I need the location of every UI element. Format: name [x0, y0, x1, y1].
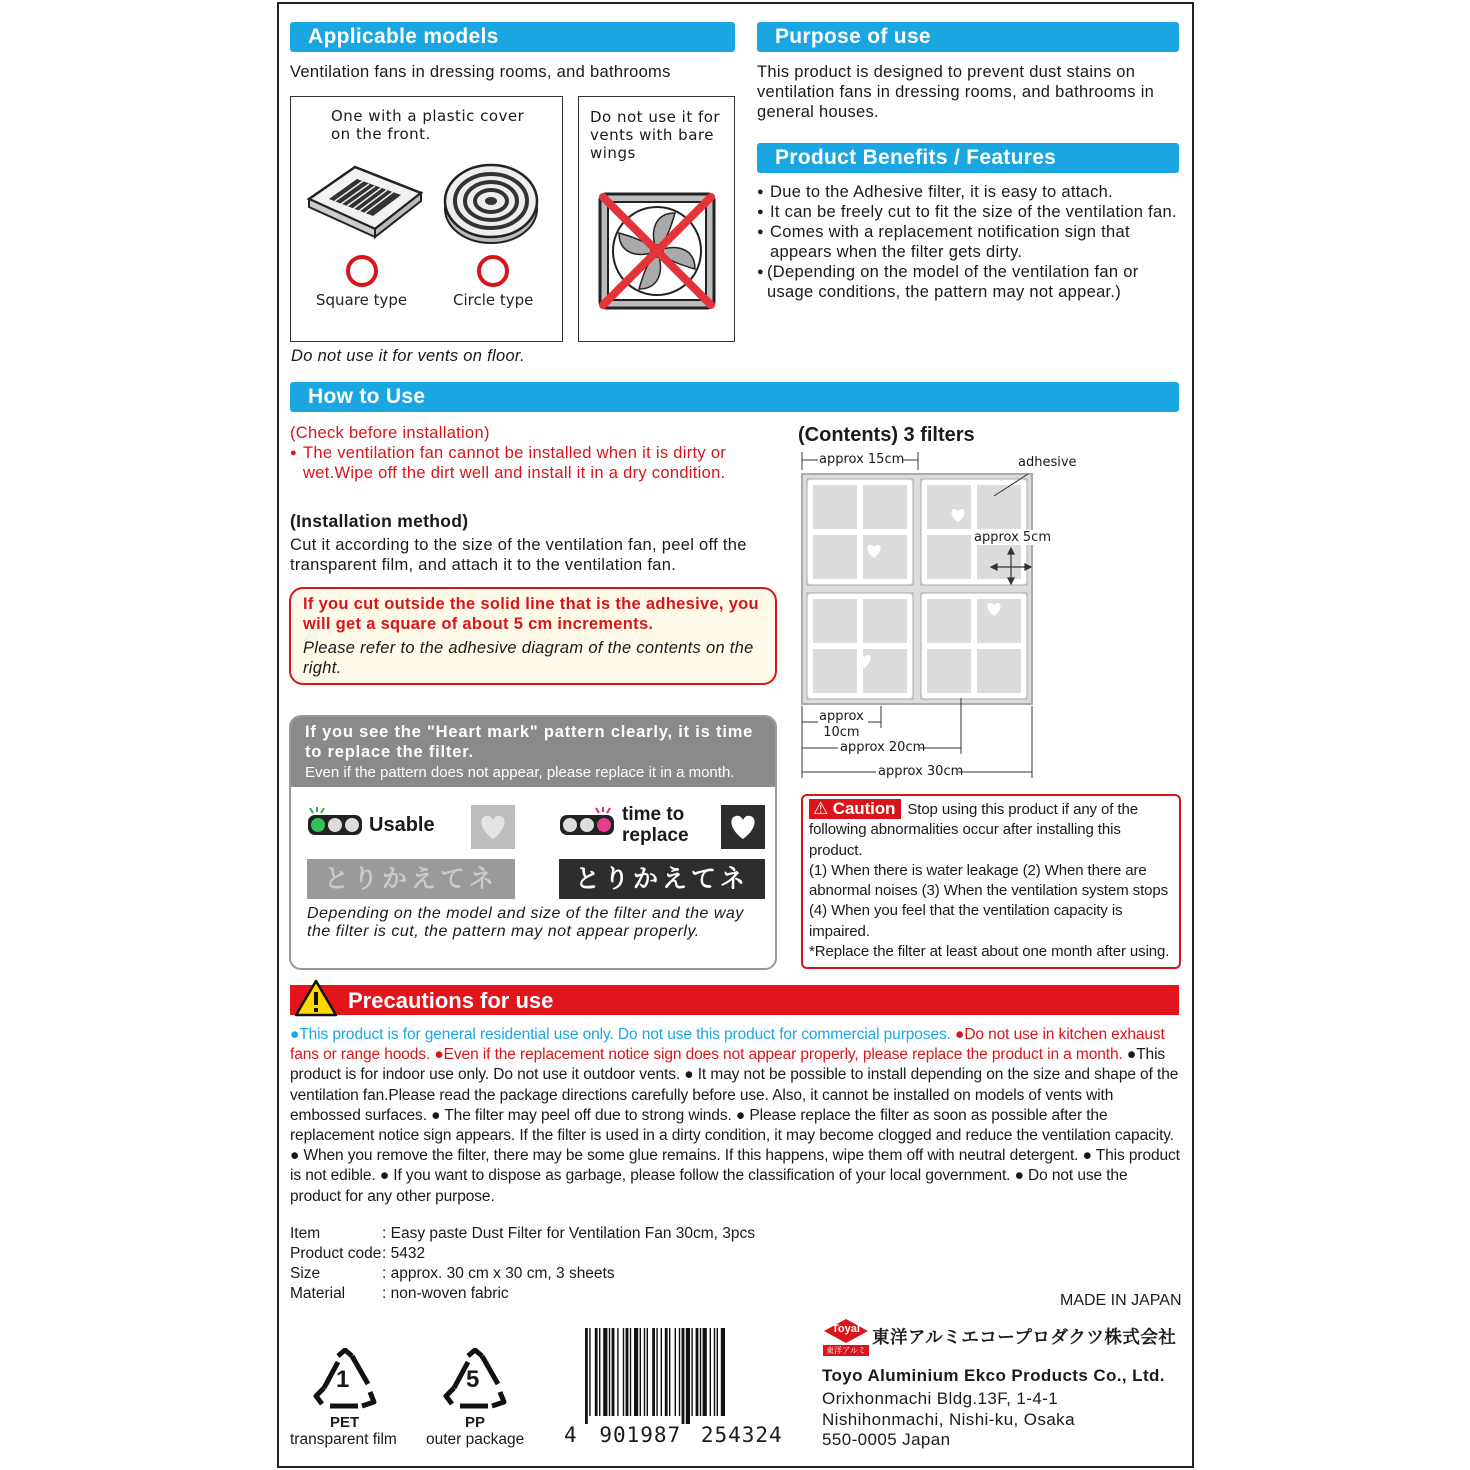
company-japanese-name: 東洋アルミエコープロダクツ株式会社 [872, 1327, 1177, 1347]
pet-code: PET [330, 1414, 360, 1431]
pp-desc: outer package [426, 1431, 525, 1448]
precaution-kitchen: Do not use in kitchen exhaust fans or range hoods. [290, 1026, 1165, 1064]
heart-icon [721, 805, 765, 849]
spec-row [290, 1244, 755, 1264]
precaution-commercial: This product is for general residential use only. Do not use this product for commercial purposes. [299, 1026, 951, 1043]
applicable-models-header: Applicable models [290, 22, 735, 52]
square-fan-icon [305, 159, 425, 245]
barcode-digits [564, 1423, 783, 1447]
heart-mark-bold: If you see the "Heart mark" pattern clearly, it is time to replace the filter. [305, 723, 754, 761]
barcode-right-digits: 254324 [700, 1423, 783, 1447]
cut-tip-italic: Please refer to the adhesive diagram of the contents on the right. [303, 639, 754, 677]
barcode-bar [652, 1328, 655, 1416]
barcode-bar [595, 1328, 598, 1416]
barcode-bar [589, 1328, 590, 1416]
installation-heading: (Installation method) [290, 511, 469, 531]
bare-wing-fan-prohibited-icon [597, 191, 717, 311]
precaution-black-bullet: ● [1126, 1046, 1137, 1064]
plastic-cover-caption: One with a plastic cover on the front. [331, 107, 525, 143]
dim-10cm-label [819, 709, 864, 741]
company-name: Toyo Aluminium Ekco Products Co., Ltd. [822, 1366, 1165, 1385]
bare-wings-caption: Do not use it for vents with bare wings [590, 108, 721, 162]
benefit-item: ● Comes with a replacement notification sign that appears when the filter gets dirty. [757, 222, 1180, 262]
replace-label [622, 804, 689, 846]
address-line: Nishihonmachi, Nishi-ku, Osaka [822, 1409, 1075, 1429]
precautions-text [290, 1025, 1180, 1207]
company-address [822, 1389, 1075, 1451]
barcode-bar [661, 1328, 662, 1416]
dim-30cm-label: approx 30cm [878, 764, 964, 779]
barcode-bar [585, 1328, 588, 1424]
caution-badge [809, 799, 901, 819]
how-to-use-header: How to Use [290, 382, 1179, 412]
dim-20cm-label: approx 20cm [840, 740, 926, 755]
caution-lead: Stop using this product if any of the following abnormalities occur after installing this product. [809, 801, 1138, 859]
barcode-bar [691, 1328, 692, 1416]
address-line: 550-0005 Japan [822, 1430, 951, 1449]
address-line: Orixhonmachi Bldg.13F, 1-4-1 [822, 1389, 1059, 1408]
barcode-bar [714, 1328, 715, 1416]
spec-key: Material [290, 1285, 346, 1302]
floor-vent-note: Do not use it for vents on floor. [291, 347, 525, 365]
made-in-japan: MADE IN JAPAN [1060, 1292, 1182, 1309]
spec-value: : non-woven fabric [382, 1285, 509, 1302]
caution-items: (1) When there is water leakage (2) When there are abnormal noises (3) When the ventilation system stops (4) When you feel that the ventilation capacity is impaired. [809, 861, 1169, 940]
installation-text: Cut it according to the size of the ventilation fan, peel off the transparent film, and attach it to the ventilation fan. [290, 536, 747, 574]
barcode-bar [721, 1328, 725, 1416]
check-before-list [290, 443, 780, 483]
precaution-blue-bullet: ● [290, 1026, 300, 1043]
barcode-bar [634, 1328, 638, 1416]
warning-triangle-icon [294, 979, 338, 1017]
barcode-bar [717, 1328, 718, 1416]
usable-indicator-icon [307, 807, 363, 837]
benefits-header: Product Benefits / Features [757, 143, 1179, 173]
barcode-bar [656, 1328, 657, 1416]
barcode-bar [703, 1328, 707, 1416]
spec-table [290, 1224, 755, 1304]
replace-indicator-icon [559, 807, 615, 837]
caution-warning-icon: ⚠ [813, 799, 829, 818]
contents-title: (Contents) 3 filters [798, 424, 975, 446]
precaution-red-bullet: ● [434, 1046, 444, 1064]
toyal-logo-text: Toyal [832, 1323, 860, 1335]
precaution-general: This product is for indoor use only. Do not use it outdoor vents. ● It may not be possible to install depending on the size and shape of the ventilation fan.Please read the package directions carefully before use. Also, it cannot be installed on models of vents with embossed surfaces. ● The filter may peel off due to strong winds. ● Please replace the filter as soon as possible after the replacement notice sign appears. If the filter is used in a dirty condition, it may become clogged and reduce the ventilation capacity. ● When you remove the filter, there may be some glue remains. If this happens, wipe them off with neutral detergent. ● This product is not edible. ● If you want to dispose as garbage, please follow the classification of your local government. ● Do not use the product for any other purpose. [290, 1046, 1180, 1205]
barcode-bar [626, 1328, 629, 1416]
barcode-left-digits: 901987 [599, 1423, 682, 1447]
barcode-bar [609, 1328, 610, 1416]
spec-row [290, 1264, 755, 1284]
applicable-intro: Ventilation fans in dressing rooms, and bathrooms [290, 63, 671, 81]
barcode-bar [640, 1328, 641, 1416]
caution-box [801, 794, 1181, 969]
spec-row [290, 1224, 755, 1244]
check-before-text: ● The ventilation fan cannot be installed when it is dirty or wet.Wipe off the dirt well and install it in a dry condition. [290, 443, 780, 483]
barcode-bar [665, 1328, 668, 1416]
square-ok-mark-icon [346, 255, 378, 287]
usable-heart-swatch [471, 805, 515, 849]
plastic-cover-box [290, 96, 563, 342]
check-before-heading: (Check before installation) [290, 424, 490, 442]
precautions-header [290, 985, 1179, 1015]
spec-row [290, 1284, 755, 1304]
bare-wings-box [578, 96, 735, 342]
barcode-bar [682, 1328, 685, 1424]
benefit-item: ● It can be freely cut to fit the size of the ventilation fan. [757, 202, 1180, 222]
barcode-bar [617, 1328, 618, 1416]
circle-type-label: Circle type [453, 291, 534, 309]
adhesive-label: adhesive [1018, 455, 1077, 470]
heart-mark-header [291, 717, 775, 787]
spec-value: : Easy paste Dust Filter for Ventilation Fan 30cm, 3pcs [382, 1225, 756, 1242]
benefits-list [757, 182, 1180, 302]
heart-mark-sub: Even if the pattern does not appear, please replace it in a month. [305, 764, 735, 781]
replace-heart-swatch [721, 805, 765, 849]
usable-label: Usable [369, 814, 435, 836]
replace-kana-swatch: とりかえてネ [559, 859, 765, 899]
pet-number: 1 [336, 1366, 350, 1393]
barcode-bar [675, 1328, 676, 1416]
pp-code: PP [465, 1414, 486, 1431]
pet-desc: transparent film [290, 1431, 397, 1448]
barcode-bar [603, 1328, 607, 1416]
barcode-bar [669, 1328, 670, 1416]
circle-fan-icon [443, 161, 541, 247]
precautions-title: Precautions for use [348, 988, 554, 1013]
spec-value: : approx. 30 cm x 30 cm, 3 sheets [382, 1265, 615, 1282]
precaution-red-bullet: ● [955, 1026, 965, 1043]
precaution-replace-month: Even if the replacement notice sign does not appear properly, please replace the product in a month. [443, 1046, 1123, 1064]
barcode-bar [647, 1328, 648, 1416]
purpose-text: This product is designed to prevent dust stains on ventilation fans in dressing rooms, and bathrooms in general houses. [757, 63, 1155, 121]
barcode-bar [644, 1328, 645, 1416]
barcode-bar [630, 1328, 631, 1416]
barcode-icon [583, 1328, 787, 1424]
spec-key: Item [290, 1225, 321, 1242]
barcode-bar [679, 1328, 680, 1416]
caution-label: Caution [832, 799, 896, 818]
toyal-logo-sub: 東洋アルミ [823, 1345, 869, 1356]
barcode-bar [686, 1328, 690, 1424]
cut-tip-bold: If you cut outside the solid line that is the adhesive, you will get a square of about 5 cm increments. [303, 595, 759, 633]
spec-key: Product code [290, 1245, 382, 1262]
cut-tip-box [289, 587, 777, 685]
pattern-note: Depending on the model and size of the filter and the way the filter is cut, the pattern may not appear properly. [307, 905, 744, 940]
toyal-logo [822, 1318, 870, 1358]
replace-label-line2: replace [622, 825, 689, 846]
benefit-item: ● Due to the Adhesive filter, it is easy to attach. [757, 182, 1180, 202]
purpose-header: Purpose of use [757, 22, 1179, 52]
barcode-bar [700, 1328, 701, 1416]
dim-10cm-line2: 10cm [823, 725, 860, 740]
dim-15cm-label: approx 15cm [819, 452, 905, 467]
caution-replace: *Replace the filter at least about one month after using. [809, 943, 1170, 961]
spec-value: : 5432 [382, 1245, 426, 1262]
barcode-bar [599, 1328, 600, 1416]
pp-number: 5 [466, 1366, 480, 1393]
circle-ok-mark-icon [477, 255, 509, 287]
dim-10cm-line1: approx [819, 709, 864, 724]
replace-label-line1: time to [622, 804, 685, 825]
barcode-bar [710, 1328, 711, 1416]
usable-kana-swatch: とりかえてネ [307, 859, 515, 899]
square-type-label: Square type [316, 291, 408, 309]
faint-heart-icon [471, 805, 515, 849]
dim-5cm-label: approx 5cm [974, 530, 1051, 545]
barcode-bar [696, 1328, 699, 1416]
spec-key: Size [290, 1265, 321, 1282]
barcode-first-digit: 4 [564, 1423, 578, 1447]
heart-mark-box [289, 715, 777, 970]
benefit-note: ● (Depending on the model of the ventilation fan or usage conditions, the pattern may not appear.) [757, 262, 1180, 302]
barcode-bar [612, 1328, 615, 1416]
barcode-bar [623, 1328, 624, 1416]
